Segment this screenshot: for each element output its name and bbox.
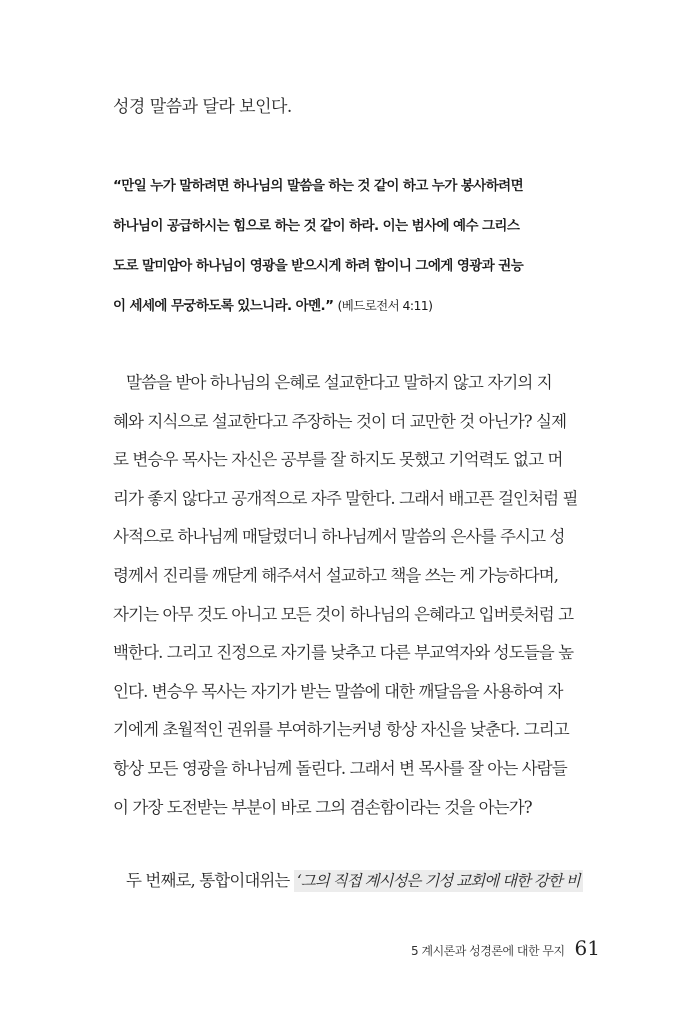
paragraph-line: 사적으로 하나님께 매달렸더니 하나님께서 말씀의 은사를 주시고 성 — [113, 527, 565, 547]
highlighted-quote: ‘그의 직접 계시성은 기성 교회에 대한 강한 비 — [294, 870, 583, 892]
paragraph-line: 혜와 지식으로 설교한다고 주장하는 것이 더 교만한 것 아닌가? 실제 — [113, 411, 567, 431]
page-number: 61 — [574, 936, 600, 960]
quote-reference: (베드로전서 4:11) — [337, 298, 433, 313]
paragraph-line: 자기는 아무 것도 아니고 모든 것이 하나님의 은혜라고 입버릇처럼 고 — [113, 604, 574, 624]
paragraph-line: 이 가장 도전받는 부분이 바로 그의 겸손함이라는 것을 아는가? — [113, 797, 532, 817]
quote-line: “만일 누가 말하려면 하나님의 말씀을 하는 것 같이 하고 누가 봉사하려면 — [113, 178, 524, 194]
page-footer — [411, 936, 600, 960]
scripture-quote — [113, 173, 603, 333]
paragraph-line-text: 말씀을 받아 하나님의 은혜로 설교한다고 말하지 않고 자기의 지 — [126, 373, 552, 392]
quote-line-text: 이 세세에 무궁하도록 있느니라. 아멘.” — [113, 298, 334, 314]
body-paragraph — [113, 366, 603, 829]
paragraph-line — [113, 366, 603, 405]
paragraph-line: 리가 좋지 않다고 공개적으로 자주 말한다. 그래서 배고픈 걸인처럼 필 — [113, 488, 578, 508]
quote-line: 도로 말미암아 하나님이 영광을 받으시게 하려 함이니 그에게 영광과 권능 — [113, 258, 524, 274]
paragraph-line: 령께서 진리를 깨닫게 해주셔서 설교하고 책을 쓰는 게 가능하다며, — [113, 565, 559, 585]
quote-line-last — [113, 293, 603, 333]
second-paragraph — [113, 867, 603, 891]
paragraph-line: 백한다. 그리고 진정으로 자기를 낮추고 다른 부교역자와 성도들을 높 — [113, 643, 574, 663]
chapter-title: 5 계시론과 성경론에 대한 무지 — [411, 944, 565, 958]
paragraph-line: 항상 모든 영광을 하나님께 돌린다. 그래서 변 목사를 잘 아는 사람들 — [113, 758, 567, 778]
second-paragraph-prefix: 두 번째로, 통합이대위는 — [126, 871, 294, 890]
paragraph-line: 기에게 초월적인 권위를 부여하기는커녕 항상 자신을 낮춘다. 그리고 — [113, 720, 569, 740]
paragraph-line: 로 변승우 목사는 자신은 공부를 잘 하지도 못했고 기억력도 없고 머 — [113, 450, 563, 470]
paragraph-line: 인다. 변승우 목사는 자기가 받는 말씀에 대한 깨달음을 사용하여 자 — [113, 681, 563, 701]
intro-line: 성경 말씀과 달라 보인다. — [113, 97, 292, 117]
quote-line: 하나님이 공급하시는 힘으로 하는 것 같이 하라. 이는 범사에 예수 그리스 — [113, 218, 520, 234]
